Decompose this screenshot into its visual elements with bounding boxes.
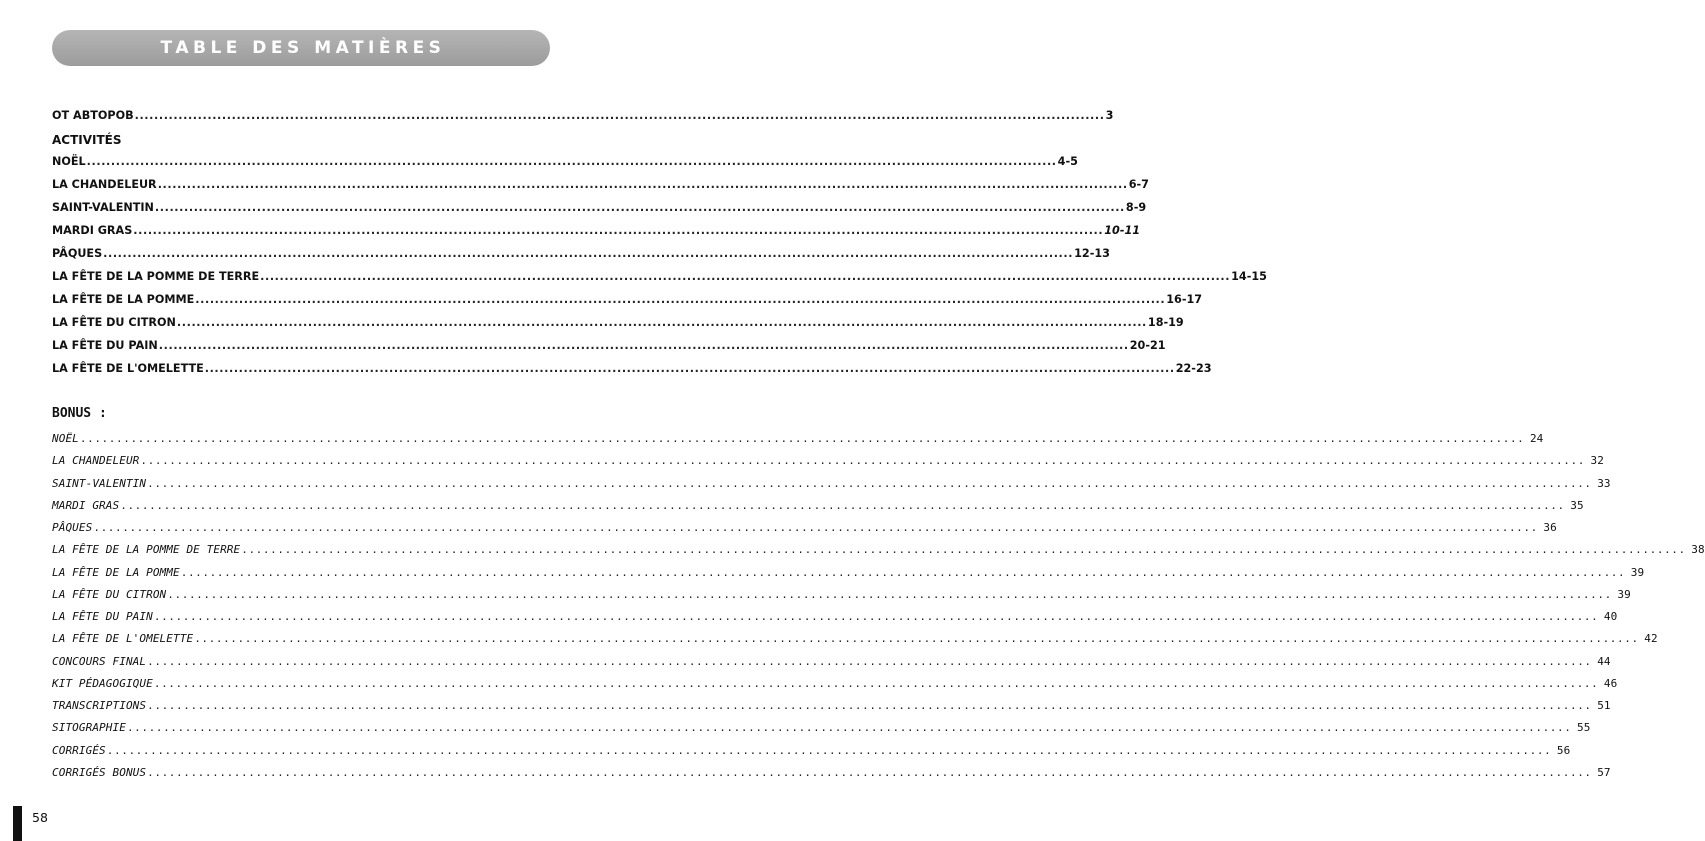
bonus-entry-label: SAINT-VALENTIN — [52, 477, 147, 490]
toc-entry-page: 14-15 — [1231, 270, 1267, 283]
toc-entry-page: 12-13 — [1074, 247, 1110, 260]
bonus-entry — [52, 630, 1658, 646]
leader-dots: ........................................................................................................................................................................................................ — [140, 454, 1585, 467]
toc-entry — [52, 291, 1203, 307]
toc-entry-page: 20-21 — [1129, 339, 1166, 352]
leader-dots: ........................................................................................................................................................................................................ — [147, 477, 1592, 490]
bonus-entry-label: LA CHANDELEUR — [52, 454, 140, 467]
toc-entry-label: LA FÊTE DE LA POMME DE TERRE — [52, 270, 260, 283]
page-title: TABLE DES MATIÈRES — [160, 38, 446, 58]
bonus-entry-label: SITOGRAPHIE — [52, 721, 126, 734]
toc-entry — [52, 199, 1147, 215]
leader-dots: ........................................................................................................................................................................................................ — [133, 224, 1104, 237]
leader-dots: ........................................................................................................................................................................................................ — [194, 632, 1639, 645]
leader-dots: ........................................................................................................................................................................................................ — [180, 566, 1626, 579]
bonus-entry — [52, 519, 1557, 535]
toc-entry-label: MARDI GRAS — [52, 224, 133, 237]
bonus-entry-page: 24 — [1529, 432, 1544, 445]
leader-dots: ........................................................................................................................................................................................................ — [120, 499, 1565, 512]
toc-entry — [52, 176, 1149, 192]
bonus-entry — [52, 653, 1611, 669]
bonus-heading: BONUS : — [52, 406, 107, 421]
toc-entry — [52, 153, 1078, 169]
toc-entry-label: SAINT-VALENTIN — [52, 201, 154, 214]
bonus-entry — [52, 475, 1611, 491]
toc-entry-label: LA FÊTE DU PAIN — [52, 339, 158, 352]
bonus-entry-label: LA FÊTE DE L'OMELETTE — [52, 632, 194, 645]
leader-dots: ........................................................................................................................................................................................................ — [126, 721, 1572, 734]
bonus-entry-page: 33 — [1597, 477, 1611, 490]
toc-entry-label: LA FÊTE DU CITRON — [52, 316, 176, 329]
bonus-entry-label: CONCOURS FINAL — [52, 655, 147, 668]
page-marker-bar — [13, 806, 22, 841]
toc-entry-page: 3 — [1105, 109, 1114, 122]
leader-dots: ........................................................................................................................................................................................................ — [86, 155, 1057, 168]
leader-dots: ........................................................................................................................................................................................................ — [154, 201, 1125, 214]
bonus-entry-label: LA FÊTE DU PAIN — [52, 610, 153, 623]
bonus-entry — [52, 742, 1571, 758]
leader-dots: ........................................................................................................................................................................................................ — [157, 178, 1128, 191]
leader-dots: ........................................................................................................................................................................................................ — [153, 677, 1599, 690]
toc-entry-label: OT ABTOPOB — [52, 109, 134, 122]
leader-dots: ........................................................................................................................................................................................................ — [167, 588, 1612, 601]
toc-entry — [52, 268, 1267, 284]
bonus-entry — [52, 497, 1584, 513]
leader-dots: ........................................................................................................................................................................................................ — [195, 293, 1166, 306]
toc-entry-page: 22-23 — [1175, 362, 1212, 375]
bonus-entry-label: MARDI GRAS — [52, 499, 120, 512]
bonus-entry — [52, 586, 1631, 602]
bonus-entry — [52, 719, 1591, 735]
leader-dots: ........................................................................................................................................................................................................ — [147, 699, 1592, 712]
toc-entry — [52, 222, 1141, 238]
bonus-entry-page: 55 — [1577, 721, 1591, 734]
bonus-entry — [52, 541, 1705, 557]
toc-entry-page: 8-9 — [1125, 201, 1147, 214]
leader-dots: ........................................................................................................................................................................................................ — [158, 339, 1129, 352]
toc-entry-page: 16-17 — [1166, 293, 1203, 306]
bonus-entry-page: 51 — [1597, 699, 1611, 712]
leader-dots: ........................................................................................................................................................................................................ — [147, 655, 1592, 668]
bonus-entry — [52, 430, 1544, 446]
leader-dots: ........................................................................................................................................................................................................ — [93, 521, 1538, 534]
bonus-entry-label: LA FÊTE DE LA POMME — [52, 566, 180, 579]
bonus-entry-page: 44 — [1597, 655, 1611, 668]
leader-dots: ........................................................................................................................................................................................................ — [176, 316, 1147, 329]
toc-entry — [52, 337, 1166, 353]
bonus-entry-page: 32 — [1590, 454, 1604, 467]
activities-heading: ACTIVITÉS — [52, 133, 122, 147]
toc-entry-intro — [52, 107, 1114, 123]
toc-entry-label: LA FÊTE DE LA POMME — [52, 293, 195, 306]
bonus-entry-page: 39 — [1630, 566, 1645, 579]
bonus-entry-page: 56 — [1556, 744, 1571, 757]
bonus-entry-page: 46 — [1603, 677, 1618, 690]
leader-dots: ........................................................................................................................................................................................................ — [204, 362, 1175, 375]
bonus-entry-page: 42 — [1644, 632, 1658, 645]
toc-entry-page: 10-11 — [1104, 224, 1141, 237]
page-number: 58 — [32, 810, 48, 825]
title-banner — [52, 30, 550, 66]
toc-entry-page: 4-5 — [1057, 155, 1078, 168]
toc-entry-page: 18-19 — [1147, 316, 1184, 329]
bonus-entry-page: 36 — [1543, 521, 1557, 534]
toc-entry — [52, 314, 1184, 330]
bonus-entry-label: LA FÊTE DU CITRON — [52, 588, 167, 601]
toc-entry-label: PÂQUES — [52, 247, 103, 260]
toc-entry-page: 6-7 — [1128, 178, 1149, 191]
bonus-entry-page: 40 — [1603, 610, 1618, 623]
leader-dots: ........................................................................................................................................................................................................ — [260, 270, 1231, 283]
leader-dots: ........................................................................................................................................................................................................ — [106, 744, 1552, 757]
toc-entry-label: LA CHANDELEUR — [52, 178, 157, 191]
toc-entry — [52, 360, 1212, 376]
bonus-entry-label: TRANSCRIPTIONS — [52, 699, 147, 712]
bonus-entry — [52, 764, 1611, 780]
leader-dots: ........................................................................................................................................................................................................ — [147, 766, 1592, 779]
toc-entry — [52, 245, 1110, 261]
bonus-entry-label: CORRIGÉS BONUS — [52, 766, 147, 779]
toc-entry-label: LA FÊTE DE L'OMELETTE — [52, 362, 204, 375]
bonus-entry-label: PÂQUES — [52, 521, 93, 534]
bonus-entry-label: NOËL — [52, 432, 79, 445]
leader-dots: ........................................................................................................................................................................................................ — [103, 247, 1074, 260]
toc-entry-label: NOËL — [52, 155, 86, 168]
bonus-entry — [52, 697, 1611, 713]
leader-dots: ........................................................................................................................................................................................................ — [153, 610, 1599, 623]
bonus-entry-label: KIT PÉDAGOGIQUE — [52, 677, 153, 690]
bonus-entry — [52, 452, 1604, 468]
bonus-entry-label: CORRIGÉS — [52, 744, 106, 757]
bonus-entry-page: 38 — [1691, 543, 1705, 556]
bonus-entry — [52, 564, 1645, 580]
bonus-entry — [52, 608, 1618, 624]
leader-dots: ........................................................................................................................................................................................................ — [241, 543, 1686, 556]
bonus-entry-label: LA FÊTE DE LA POMME DE TERRE — [52, 543, 241, 556]
bonus-entry — [52, 675, 1618, 691]
leader-dots: ........................................................................................................................................................................................................ — [79, 432, 1525, 445]
bonus-entry-page: 39 — [1617, 588, 1631, 601]
bonus-entry-page: 35 — [1570, 499, 1584, 512]
leader-dots: ........................................................................................................................................................................................................ — [134, 109, 1105, 122]
bonus-entry-page: 57 — [1597, 766, 1611, 779]
